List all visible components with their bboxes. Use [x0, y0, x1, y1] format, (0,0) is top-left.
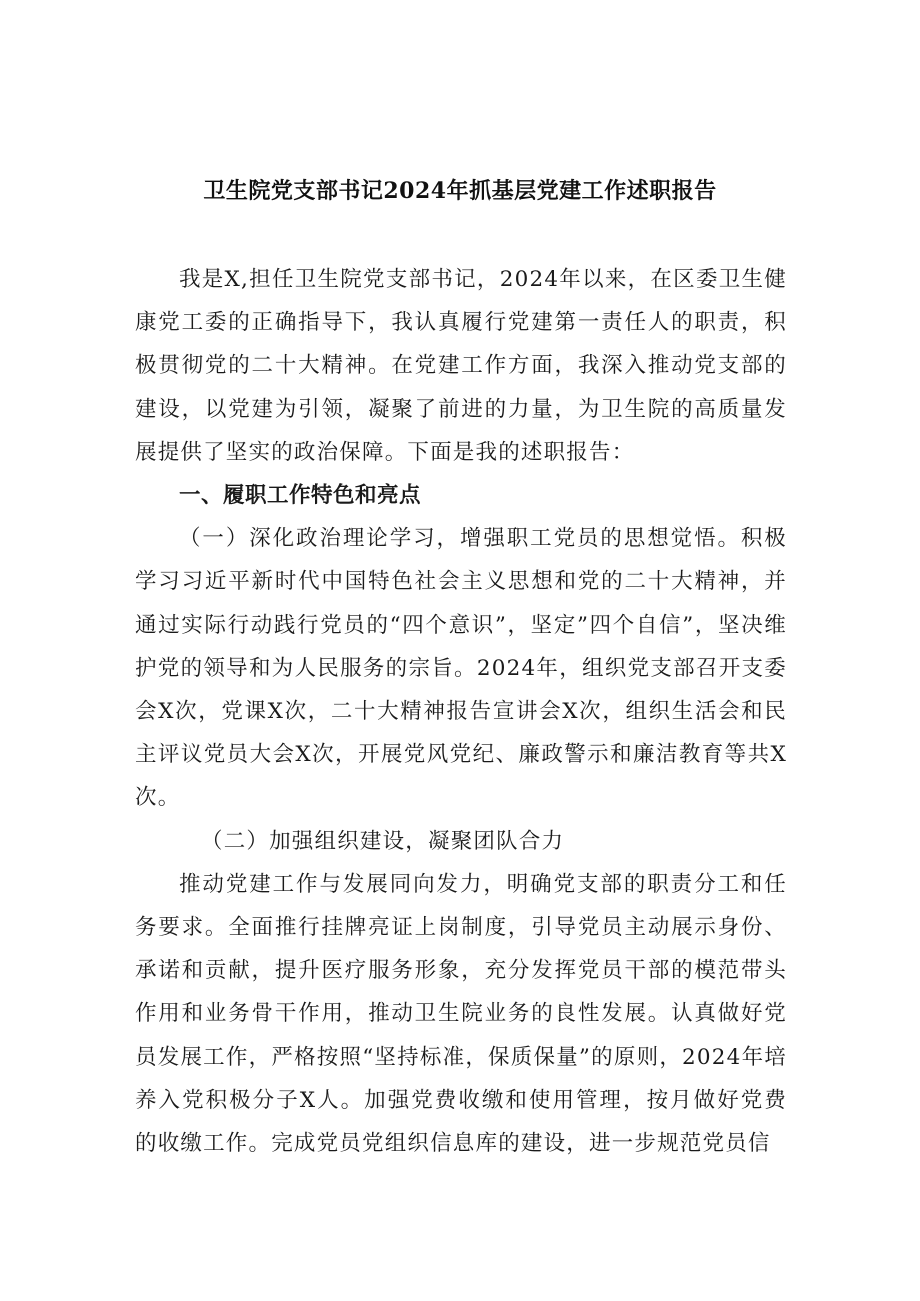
section1-item2-heading: （二）加强组织建设，凝聚团队合力	[201, 828, 565, 854]
document-title: 卫生院党支部书记2024年抓基层党建工作述职报告	[203, 178, 717, 204]
document-body	[135, 258, 787, 1165]
section1-item1-paragraph: （一）深化政治理论学习，增强职工党员的思想觉悟。积极学习习近平新时代中国特色社会主义思想和党的二十大精神，并通过实际行动践行党员的“四个意识”，坚定”四个自信”，坚决维护党的领导和为人民服务的宗旨。2024年，组织党支部召开支委会X次，党课X次，二十大精神报告宣讲会X次，组织生活会和民主评议党员大会X次，开展党风党纪、廉政警示和廉洁教育等共X次。	[135, 526, 787, 811]
section-heading-1: 一、履职工作特色和亮点	[179, 483, 422, 509]
section1-item2-paragraph: 推动党建工作与发展同向发力，明确党支部的职责分工和任务要求。全面推行挂牌亮证上岗制度，引导党员主动展示身份、承诺和贡献，提升医疗服务形象，充分发挥党员干部的模范带头作用和业务骨干作用，推动卫生院业务的良性发展。认真做好党员发展工作，严格按照“坚持标准，保质保量”的原则，2024年培养入党积极分子X人。加强党费收缴和使用管理，按月做好党费的收缴工作。完成党员党组织信息库的建设，进一步规范党员信	[135, 871, 787, 1157]
intro-paragraph: 我是X,担任卫生院党支部书记，2024年以来，在区委卫生健康党工委的正确指导下，我认真履行党建第一责任人的职责，积极贯彻党的二十大精神。在党建工作方面，我深入推动党支部的建设，以党建为引领，凝聚了前进的力量，为卫生院的高质量发展提供了坚实的政治保障。下面是我的述职报告：	[135, 267, 787, 465]
